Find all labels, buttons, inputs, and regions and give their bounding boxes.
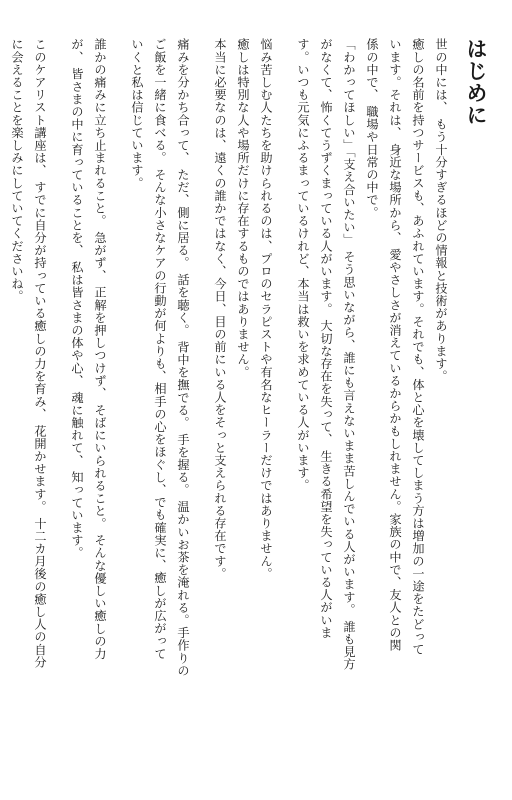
paragraph-healers bbox=[208, 38, 277, 768]
text-line: いくと私は信じています。 bbox=[130, 38, 144, 190]
text-line: 誰かの痛みに立ち止まれること。 急がず、 正解を押しつけず、 そばにいられること。 そんな優しい癒しの力 bbox=[93, 38, 107, 660]
text-line: このケアリスト講座は、 すでに自分が持っている癒しの力を育み、 花開かせます。 十二カ月後の癒し人の自分 bbox=[33, 38, 47, 669]
text-line: 「わかってほしい」「支え合いたい」 そう思いながら、誰にも言えないまま苦しんでいる人がいます。 誰も見方 bbox=[342, 38, 356, 671]
text-line: 悩み苦しむ人たちを助けられるのは、プロのセラピストや有名なヒーラーだけではありません。 bbox=[259, 38, 273, 580]
text-line: 世の中には、 もう十分すぎるほどの情報と技術があります。 bbox=[434, 38, 448, 383]
text-line: が、 皆さまの中に育っていることを、 私は皆さまの体や心、 魂に触れて、 知っています。 bbox=[70, 38, 84, 560]
text-line: 係の中で、 職場や日常の中で。 bbox=[365, 38, 379, 219]
paragraph-course bbox=[5, 38, 51, 768]
paragraph-intro bbox=[291, 38, 452, 768]
text-line: に会えることを楽しみにしていてくださいね。 bbox=[10, 38, 24, 303]
paragraph-gentle-power bbox=[65, 38, 111, 768]
text-line: ご飯を一緒に食べる。 そんな小さなケアの行動が何よりも、相手の心をほぐし、でも確実に、癒しが広がって bbox=[153, 38, 167, 660]
text-line: 本当に必要なのは、遠くの誰かではなく、今日、目の前にいる人をそっと支えられる存在です。 bbox=[213, 38, 227, 580]
text-line: 癒しの名前を持つサービスも、あふれています。それでも、体と心を壊してしまう方は増加の一途をたどって bbox=[411, 38, 425, 656]
text-line: す。いつも元気にふるまっているけれど、本当は救いを求めている人がいます。 bbox=[296, 38, 310, 492]
text-line: います。それは、 身近な場所から、 愛やさしさが消えているからかもしれません。家族の中で、友人との関 bbox=[388, 38, 402, 652]
paragraph-care-actions bbox=[125, 38, 194, 768]
vertical-text-body bbox=[10, 38, 496, 768]
text-line: 癒しは特別な人や場所だけに存在するものではありません。 bbox=[236, 38, 250, 379]
page-title: はじめに bbox=[464, 38, 488, 126]
text-line: がなくて、怖くてうずくまっている人がいます。 大切な存在を失って、 生きる希望を失っている人がいま bbox=[319, 38, 333, 639]
text-line: 痛みを分かち合って、 ただ、側に居る。 話を聴く。 背中を撫でる。 手を握る。 温かいお茶を淹れる。手作りの bbox=[176, 38, 190, 677]
